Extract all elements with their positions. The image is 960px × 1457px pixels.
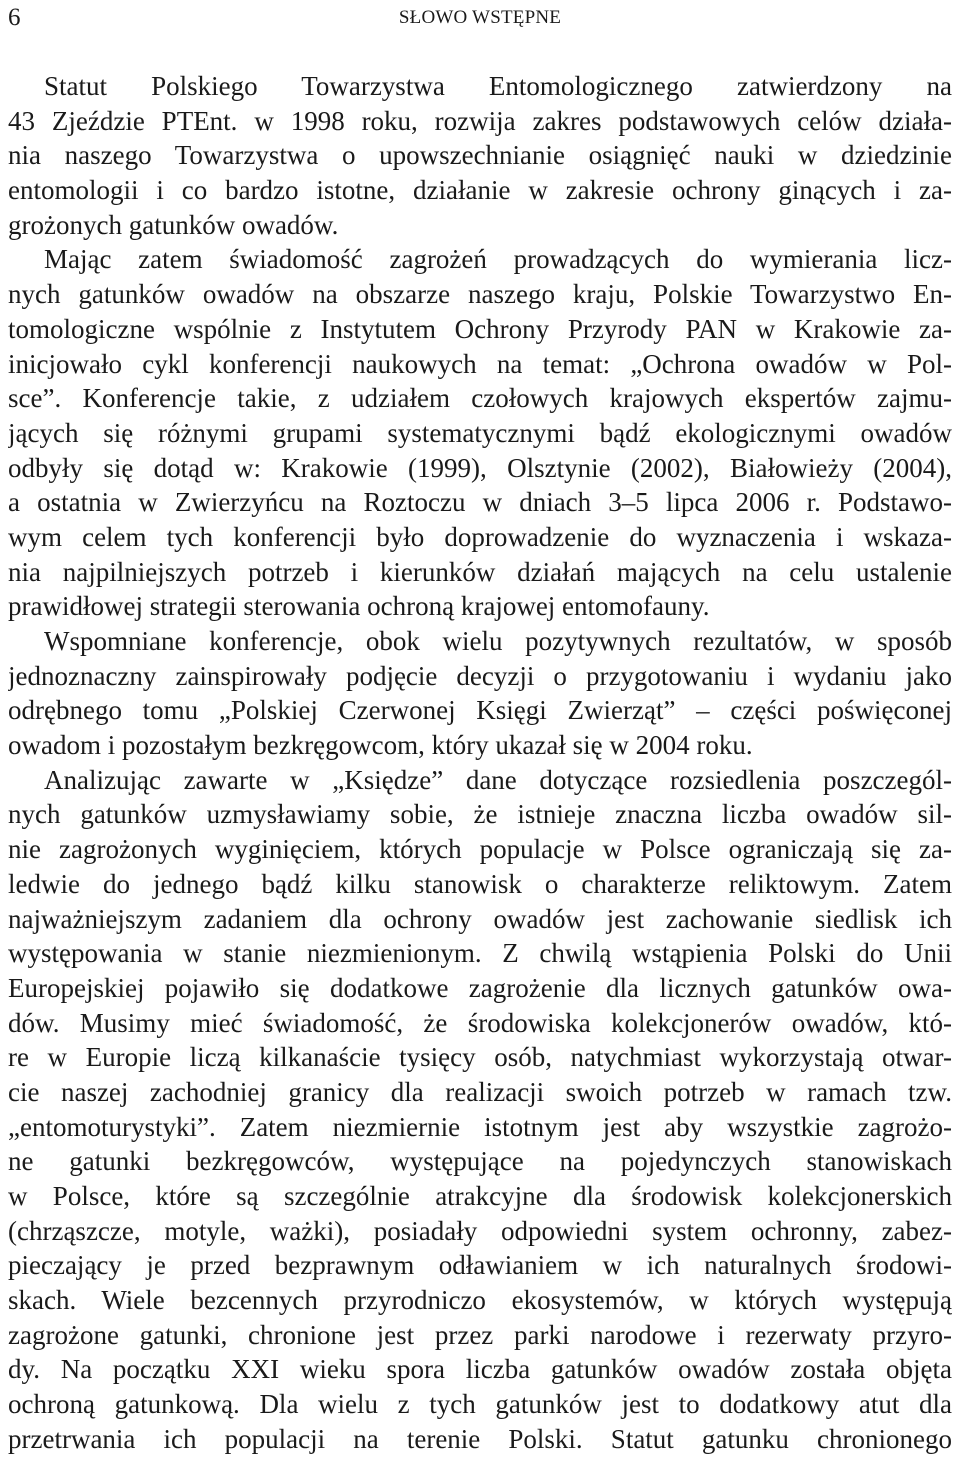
text-line: dów. Musimy mieć świadomość, że środowiska kolekcjonerów owadów, któ-	[8, 1007, 952, 1038]
text-line: nych gatunków uzmysławiamy sobie, że istnieje znaczna liczba owadów sil-	[8, 799, 952, 830]
text-line: (chrząszcze, motyle, ważki), posiadały odpowiedni system ochronny, zabez-	[8, 1215, 952, 1246]
text-line: zagrożone gatunki, chronione jest przez parki narodowe i rezerwaty przyro-	[8, 1319, 952, 1350]
text-line: dy. Na początku XXI wieku spora liczba gatunków owadów została objęta	[8, 1354, 952, 1385]
paragraph-2	[8, 242, 952, 624]
text-line: ochroną gatunkową. Dla wielu z tych gatunków jest to dodatkowy atut dla	[8, 1389, 952, 1420]
text-line: najważniejszym zadaniem dla ochrony owadów jest zachowanie siedlisk ich	[8, 903, 952, 934]
text-line: Wspomniane konferencje, obok wielu pozytywnych rezultatów, w sposób	[44, 626, 952, 656]
paragraph-4	[8, 763, 952, 1457]
text-line: cie naszej zachodniej granicy dla realizacji swoich potrzeb w ramach tzw.	[8, 1076, 952, 1107]
text-line: ne gatunki bezkręgowców, występujące na pojedynczych stanowiskach	[8, 1146, 952, 1177]
text-line: prawidłowej strategii sterowania ochroną krajowej entomofauny.	[8, 591, 710, 622]
text-line: tomologiczne wspólnie z Instytutem Ochrony Przyrody PAN w Krakowie za-	[8, 313, 952, 344]
text-line: entomologii i co bardzo istotne, działanie w zakresie ochrony ginących i za-	[8, 175, 952, 206]
text-line: Mając zatem świadomość zagrożeń prowadzących do wymierania licz-	[44, 244, 952, 275]
text-line: w Polsce, które są szczególnie atrakcyjne dla środowisk kolekcjonerskich	[8, 1181, 952, 1211]
text-line: pieczający je przed bezprawnym odławianiem w ich naturalnych środowi-	[8, 1250, 952, 1281]
text-line: wym celem tych konferencji było doprowadzenie do wyznaczenia i wskaza-	[8, 521, 952, 552]
text-line: jednoznaczny zainspirowały podjęcie decyzji o przygotowaniu i wydaniu jako	[8, 660, 952, 691]
page-number: 6	[8, 4, 21, 31]
text-line: skach. Wiele bezcennych przyrodniczo ekosystemów, w których występują	[8, 1285, 952, 1316]
text-line: sce”. Konferencje takie, z udziałem czołowych krajowych ekspertów zajmu-	[8, 383, 952, 414]
text-line: „entomoturystyki”. Zatem niezmiernie istotnym jest aby wszystkie zagrożo-	[8, 1111, 952, 1142]
text-line: inicjowało cykl konferencji naukowych na temat: „Ochrona owadów w Pol-	[8, 348, 952, 379]
text-line: Europejskiej pojawiło się dodatkowe zagrożenie dla licznych gatunków owa-	[8, 972, 952, 1003]
text-line: Statut Polskiego Towarzystwa Entomologicznego zatwierdzony na	[44, 71, 952, 101]
text-line: 43 Zjeździe PTEnt. w 1998 roku, rozwija zakres podstawowych celów działa-	[8, 105, 952, 136]
text-line: odbyły się dotąd w: Krakowie (1999), Olsztynie (2002), Białowieży (2004),	[8, 452, 952, 483]
text-line: nia najpilniejszych potrzeb i kierunków działań mających na celu ustalenie	[8, 556, 952, 587]
text-line: Analizując zawarte w „Księdze” dane dotyczące rozsiedlenia poszczegól-	[44, 764, 952, 795]
text-line: występowania w stanie niezmienionym. Z chwilą wstąpienia Polski do Unii	[8, 938, 952, 969]
text-line: re w Europie liczą kilkanaście tysięcy osób, natychmiast wykorzystają otwar-	[8, 1042, 952, 1073]
text-line: ledwie do jednego bądź kilku stanowisk o charakterze reliktowym. Zatem	[8, 868, 952, 899]
text-line: grożonych gatunków owadów.	[8, 209, 339, 240]
text-line: nych gatunków owadów na obszarze naszego kraju, Polskie Towarzystwo En-	[8, 279, 952, 310]
text-line: przetrwania ich populacji na terenie Polski. Statut gatunku chronionego	[8, 1423, 952, 1454]
text-line: odrębnego tomu „Polskiej Czerwonej Księgi Zwierząt” – części poświęconej	[8, 695, 952, 726]
text-line: a ostatnia w Zwierzyńcu na Roztoczu w dniach 3–5 lipca 2006 r. Podstawo-	[8, 487, 952, 518]
body-text	[8, 69, 952, 1457]
paragraph-3	[8, 624, 952, 763]
running-head	[0, 0, 960, 40]
paragraph-1	[8, 69, 952, 242]
text-line: nie zagrożonych wyginięciem, których populacje w Polsce ograniczają się za-	[8, 834, 952, 865]
text-line: nia naszego Towarzystwa o upowszechnianie osiągnięć nauki w dziedzinie	[8, 140, 952, 171]
text-line: jących się różnymi grupami systematycznymi bądź ekologicznymi owadów	[8, 417, 952, 448]
text-line: owadom i pozostałym bezkręgowcom, który ukazał się w 2004 roku.	[8, 730, 753, 761]
section-title: SŁOWO WSTĘPNE	[398, 7, 562, 28]
